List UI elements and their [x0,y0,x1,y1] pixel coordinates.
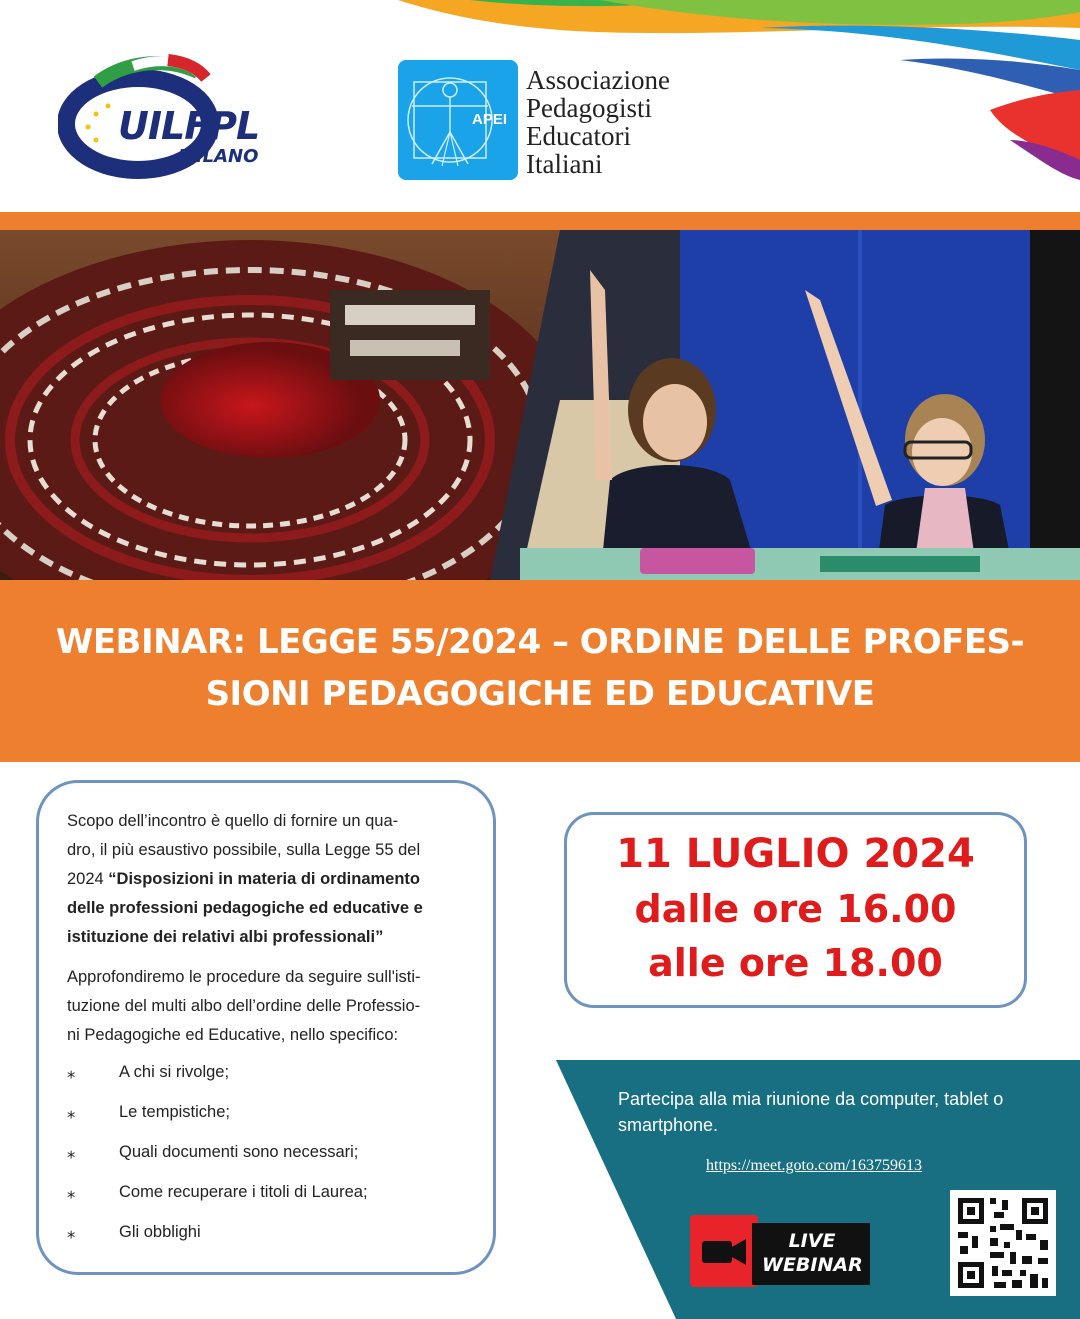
live-webinar-label [762,1229,862,1277]
procedure-line: ni Pedagogiche ed Educative, nello specifico: [67,1026,399,1044]
live-label-line: LIVE [788,1230,836,1252]
title-banner [0,580,1080,762]
procedure-paragraph [67,963,467,1050]
apei-name-line: Pedagogisti [526,93,652,123]
intro-line: dro, il più esaustivo possibile, sulla Legge 55 del [67,841,421,859]
meeting-instructions-line: smartphone. [618,1115,719,1135]
event-end-time: alle ore 18.00 [648,941,943,985]
parliament-chamber-photo [0,230,1080,580]
list-item-text: A chi si rivolge; [119,1063,230,1081]
apei-name-line: Educatori [526,121,631,151]
webinar-title [20,616,1060,720]
intro-year: 2024 [67,870,109,888]
intro-paragraph [67,807,467,952]
list-item-text: Gli obblighi [119,1223,201,1241]
live-webinar-badge [690,1215,870,1287]
qr-code-icon[interactable] [950,1190,1056,1296]
intro-line [67,923,467,952]
photo-band [0,230,1080,580]
webinar-title-line: SIONI PEDAGOGICHE ED EDUCATIVE [205,674,875,714]
orange-divider [0,212,1080,230]
list-item [67,1063,477,1087]
apei-name-line: Associazione [526,65,670,95]
law-title-bold: istituzione dei relativi albi professionali” [67,928,384,946]
list-item-text: Quali documenti sono necessari; [119,1143,359,1161]
header [0,0,1080,212]
list-item-text: Come recuperare i titoli di Laurea; [119,1183,368,1201]
bullet-icon: ⁎ [67,1184,76,1202]
meeting-instructions [618,1086,1068,1138]
uil-logo-sub: MILANO [178,146,259,167]
procedure-line: tuzione del multi albo dell’ordine delle Professio- [67,997,421,1015]
video-camera-icon [690,1215,758,1287]
law-title-bold: “Disposizioni in materia di ordinamento [108,870,421,888]
procedure-line: Approfondiremo le procedure da seguire sull'isti- [67,968,421,986]
list-item-text: Le tempistiche; [119,1103,230,1121]
webinar-title-line: WEBINAR: LEGGE 55/2024 – ORDINE DELLE PROFES- [55,622,1025,662]
apei-name-line: Italiani [526,149,603,179]
uil-logo-name: UILFPL [118,104,260,148]
bullet-icon: ⁎ [67,1064,76,1082]
live-label-line: WEBINAR [762,1254,863,1276]
intro-line: Scopo dell’incontro è quello di fornire un qua- [67,812,399,830]
meeting-link[interactable]: https://meet.goto.com/163759613 [706,1157,922,1174]
apei-name [526,66,670,178]
date-box [564,812,1027,1008]
law-title-bold: delle professioni pedagogiche ed educative e [67,899,423,917]
list-item [67,1103,477,1127]
intro-line [67,865,467,894]
meeting-instructions-line: Partecipa alla mia riunione da computer, tablet o [618,1089,1004,1109]
list-item [67,1143,477,1167]
list-item [67,1183,477,1207]
bullet-icon: ⁎ [67,1224,76,1242]
event-date: 11 LUGLIO 2024 [616,831,975,877]
intro-line [67,894,467,923]
bullet-icon: ⁎ [67,1144,76,1162]
info-box [36,780,496,1275]
list-item [67,1223,477,1247]
event-start-time: dalle ore 16.00 [634,887,957,931]
apei-badge: APEI [472,111,508,128]
bullet-icon: ⁎ [67,1104,76,1122]
